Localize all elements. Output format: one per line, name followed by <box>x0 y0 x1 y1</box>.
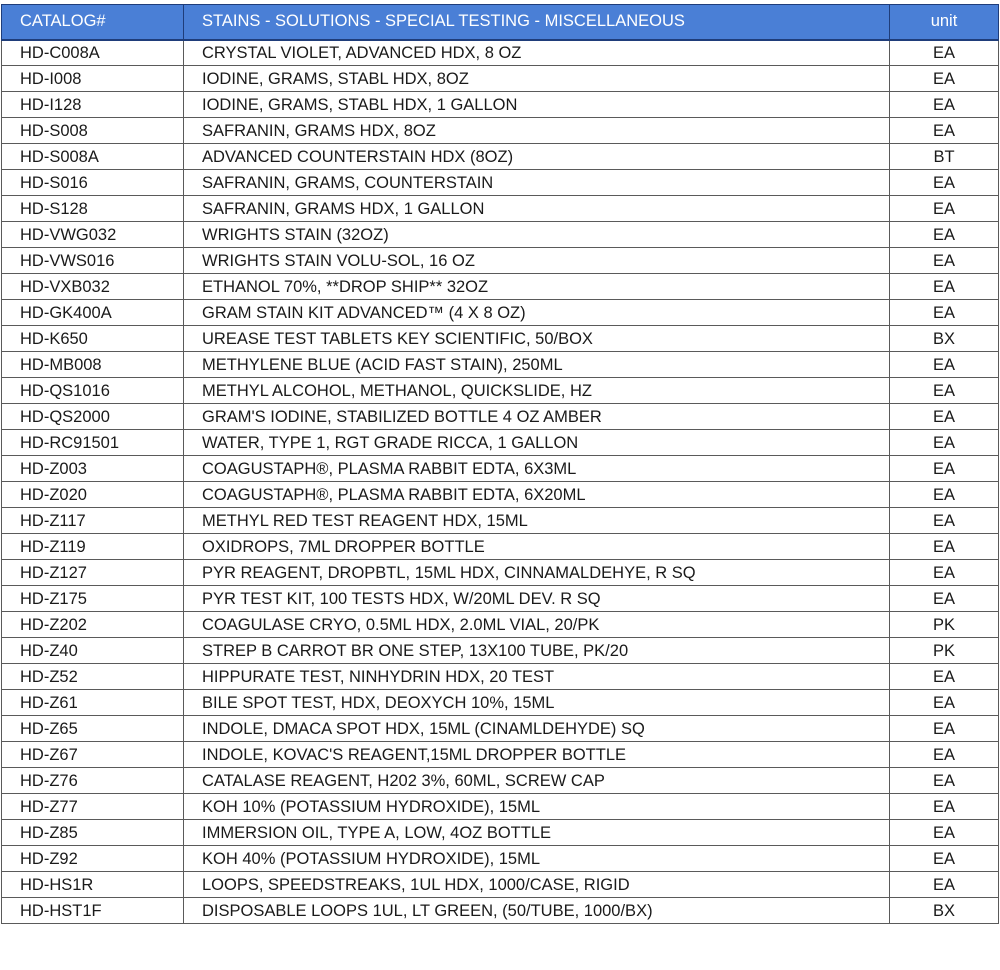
table-row <box>2 612 999 638</box>
table-row <box>2 352 999 378</box>
unit-cell: EA <box>890 196 999 222</box>
description-cell: ADVANCED COUNTERSTAIN HDX (8OZ) <box>184 144 890 170</box>
catalog-number-cell: HD-QS2000 <box>2 404 184 430</box>
table-row <box>2 66 999 92</box>
table-row <box>2 820 999 846</box>
catalog-number-cell: HD-Z175 <box>2 586 184 612</box>
catalog-number-cell: HD-RC91501 <box>2 430 184 456</box>
description-cell: INDOLE, KOVAC'S REAGENT,15ML DROPPER BOTTLE <box>184 742 890 768</box>
table-row <box>2 404 999 430</box>
catalog-number-cell: HD-QS1016 <box>2 378 184 404</box>
description-cell: METHYL RED TEST REAGENT HDX, 15ML <box>184 508 890 534</box>
catalog-number-cell: HD-MB008 <box>2 352 184 378</box>
description-cell: METHYL ALCOHOL, METHANOL, QUICKSLIDE, HZ <box>184 378 890 404</box>
description-cell: PYR REAGENT, DROPBTL, 15ML HDX, CINNAMALDEHYE, R SQ <box>184 560 890 586</box>
product-catalog-table <box>1 4 999 924</box>
unit-cell: PK <box>890 612 999 638</box>
table-row <box>2 430 999 456</box>
description-cell: GRAM STAIN KIT ADVANCED™ (4 X 8 OZ) <box>184 300 890 326</box>
table-row <box>2 196 999 222</box>
unit-cell: EA <box>890 170 999 196</box>
unit-column-header: unit <box>890 5 999 40</box>
description-cell: SAFRANIN, GRAMS, COUNTERSTAIN <box>184 170 890 196</box>
unit-cell: EA <box>890 768 999 794</box>
catalog-number-cell: HD-Z85 <box>2 820 184 846</box>
table-row <box>2 118 999 144</box>
description-cell: KOH 10% (POTASSIUM HYDROXIDE), 15ML <box>184 794 890 820</box>
description-cell: LOOPS, SPEEDSTREAKS, 1UL HDX, 1000/CASE, RIGID <box>184 872 890 898</box>
table-row <box>2 326 999 352</box>
description-cell: PYR TEST KIT, 100 TESTS HDX, W/20ML DEV. R SQ <box>184 586 890 612</box>
unit-cell: EA <box>890 222 999 248</box>
unit-cell: EA <box>890 482 999 508</box>
table-row <box>2 586 999 612</box>
description-cell: UREASE TEST TABLETS KEY SCIENTIFIC, 50/BOX <box>184 326 890 352</box>
unit-cell: EA <box>890 118 999 144</box>
catalog-number-cell: HD-Z117 <box>2 508 184 534</box>
unit-cell: EA <box>890 716 999 742</box>
catalog-column-header: CATALOG# <box>2 5 184 40</box>
catalog-number-cell: HD-S016 <box>2 170 184 196</box>
unit-cell: EA <box>890 586 999 612</box>
description-cell: CRYSTAL VIOLET, ADVANCED HDX, 8 OZ <box>184 40 890 66</box>
unit-cell: EA <box>890 404 999 430</box>
unit-cell: EA <box>890 794 999 820</box>
unit-cell: EA <box>890 66 999 92</box>
table-row <box>2 716 999 742</box>
table-row <box>2 768 999 794</box>
catalog-number-cell: HD-Z77 <box>2 794 184 820</box>
table-row <box>2 300 999 326</box>
unit-cell: EA <box>890 508 999 534</box>
table-row <box>2 872 999 898</box>
table-body <box>2 40 999 924</box>
unit-cell: EA <box>890 92 999 118</box>
description-cell: KOH 40% (POTASSIUM HYDROXIDE), 15ML <box>184 846 890 872</box>
unit-cell: BX <box>890 326 999 352</box>
catalog-number-cell: HD-Z40 <box>2 638 184 664</box>
unit-cell: EA <box>890 248 999 274</box>
catalog-number-cell: HD-S128 <box>2 196 184 222</box>
unit-cell: EA <box>890 560 999 586</box>
unit-cell: EA <box>890 378 999 404</box>
table-row <box>2 92 999 118</box>
table-row <box>2 508 999 534</box>
description-cell: ETHANOL 70%, **DROP SHIP** 32OZ <box>184 274 890 300</box>
description-cell: OXIDROPS, 7ML DROPPER BOTTLE <box>184 534 890 560</box>
table-row <box>2 482 999 508</box>
table-row <box>2 534 999 560</box>
catalog-number-cell: HD-Z127 <box>2 560 184 586</box>
catalog-number-cell: HD-HST1F <box>2 898 184 924</box>
unit-cell: EA <box>890 846 999 872</box>
table-row <box>2 248 999 274</box>
catalog-number-cell: HD-I128 <box>2 92 184 118</box>
description-cell: WATER, TYPE 1, RGT GRADE RICCA, 1 GALLON <box>184 430 890 456</box>
unit-cell: EA <box>890 820 999 846</box>
description-cell: COAGUSTAPH®, PLASMA RABBIT EDTA, 6X20ML <box>184 482 890 508</box>
unit-cell: PK <box>890 638 999 664</box>
description-cell: GRAM'S IODINE, STABILIZED BOTTLE 4 OZ AMBER <box>184 404 890 430</box>
unit-cell: EA <box>890 274 999 300</box>
catalog-number-cell: HD-Z67 <box>2 742 184 768</box>
table-row <box>2 690 999 716</box>
catalog-number-cell: HD-Z003 <box>2 456 184 482</box>
description-cell: IODINE, GRAMS, STABL HDX, 1 GALLON <box>184 92 890 118</box>
catalog-number-cell: HD-VWG032 <box>2 222 184 248</box>
description-cell: CATALASE REAGENT, H202 3%, 60ML, SCREW CAP <box>184 768 890 794</box>
description-cell: METHYLENE BLUE (ACID FAST STAIN), 250ML <box>184 352 890 378</box>
catalog-number-cell: HD-S008 <box>2 118 184 144</box>
table-header <box>2 5 999 40</box>
unit-cell: EA <box>890 534 999 560</box>
description-cell: SAFRANIN, GRAMS HDX, 1 GALLON <box>184 196 890 222</box>
unit-cell: EA <box>890 664 999 690</box>
catalog-number-cell: HD-Z52 <box>2 664 184 690</box>
description-column-header: STAINS - SOLUTIONS - SPECIAL TESTING - MISCELLANEOUS <box>184 5 890 40</box>
unit-cell: EA <box>890 872 999 898</box>
table-row <box>2 222 999 248</box>
unit-cell: EA <box>890 690 999 716</box>
catalog-number-cell: HD-VXB032 <box>2 274 184 300</box>
table-row <box>2 664 999 690</box>
unit-cell: EA <box>890 352 999 378</box>
catalog-number-cell: HD-Z61 <box>2 690 184 716</box>
catalog-number-cell: HD-Z020 <box>2 482 184 508</box>
table-row <box>2 144 999 170</box>
catalog-number-cell: HD-Z202 <box>2 612 184 638</box>
catalog-number-cell: HD-Z92 <box>2 846 184 872</box>
catalog-number-cell: HD-K650 <box>2 326 184 352</box>
catalog-number-cell: HD-S008A <box>2 144 184 170</box>
table-row <box>2 40 999 66</box>
catalog-number-cell: HD-C008A <box>2 40 184 66</box>
table-row <box>2 638 999 664</box>
table-row <box>2 898 999 924</box>
table-row <box>2 560 999 586</box>
description-cell: COAGUSTAPH®, PLASMA RABBIT EDTA, 6X3ML <box>184 456 890 482</box>
table-row <box>2 742 999 768</box>
table-row <box>2 170 999 196</box>
unit-cell: BX <box>890 898 999 924</box>
table-row <box>2 378 999 404</box>
header-row <box>2 5 999 40</box>
table-row <box>2 456 999 482</box>
catalog-number-cell: HD-I008 <box>2 66 184 92</box>
description-cell: WRIGHTS STAIN VOLU-SOL, 16 OZ <box>184 248 890 274</box>
catalog-number-cell: HD-Z119 <box>2 534 184 560</box>
catalog-number-cell: HD-HS1R <box>2 872 184 898</box>
description-cell: BILE SPOT TEST, HDX, DEOXYCH 10%, 15ML <box>184 690 890 716</box>
description-cell: STREP B CARROT BR ONE STEP, 13X100 TUBE, PK/20 <box>184 638 890 664</box>
table-row <box>2 794 999 820</box>
description-cell: HIPPURATE TEST, NINHYDRIN HDX, 20 TEST <box>184 664 890 690</box>
description-cell: DISPOSABLE LOOPS 1UL, LT GREEN, (50/TUBE, 1000/BX) <box>184 898 890 924</box>
table-row <box>2 274 999 300</box>
unit-cell: BT <box>890 144 999 170</box>
description-cell: INDOLE, DMACA SPOT HDX, 15ML (CINAMLDEHYDE) SQ <box>184 716 890 742</box>
description-cell: IODINE, GRAMS, STABL HDX, 8OZ <box>184 66 890 92</box>
catalog-number-cell: HD-VWS016 <box>2 248 184 274</box>
unit-cell: EA <box>890 300 999 326</box>
catalog-number-cell: HD-Z76 <box>2 768 184 794</box>
unit-cell: EA <box>890 456 999 482</box>
unit-cell: EA <box>890 40 999 66</box>
description-cell: WRIGHTS STAIN (32OZ) <box>184 222 890 248</box>
catalog-number-cell: HD-GK400A <box>2 300 184 326</box>
description-cell: COAGULASE CRYO, 0.5ML HDX, 2.0ML VIAL, 20/PK <box>184 612 890 638</box>
description-cell: SAFRANIN, GRAMS HDX, 8OZ <box>184 118 890 144</box>
table-row <box>2 846 999 872</box>
unit-cell: EA <box>890 742 999 768</box>
description-cell: IMMERSION OIL, TYPE A, LOW, 4OZ BOTTLE <box>184 820 890 846</box>
catalog-number-cell: HD-Z65 <box>2 716 184 742</box>
unit-cell: EA <box>890 430 999 456</box>
